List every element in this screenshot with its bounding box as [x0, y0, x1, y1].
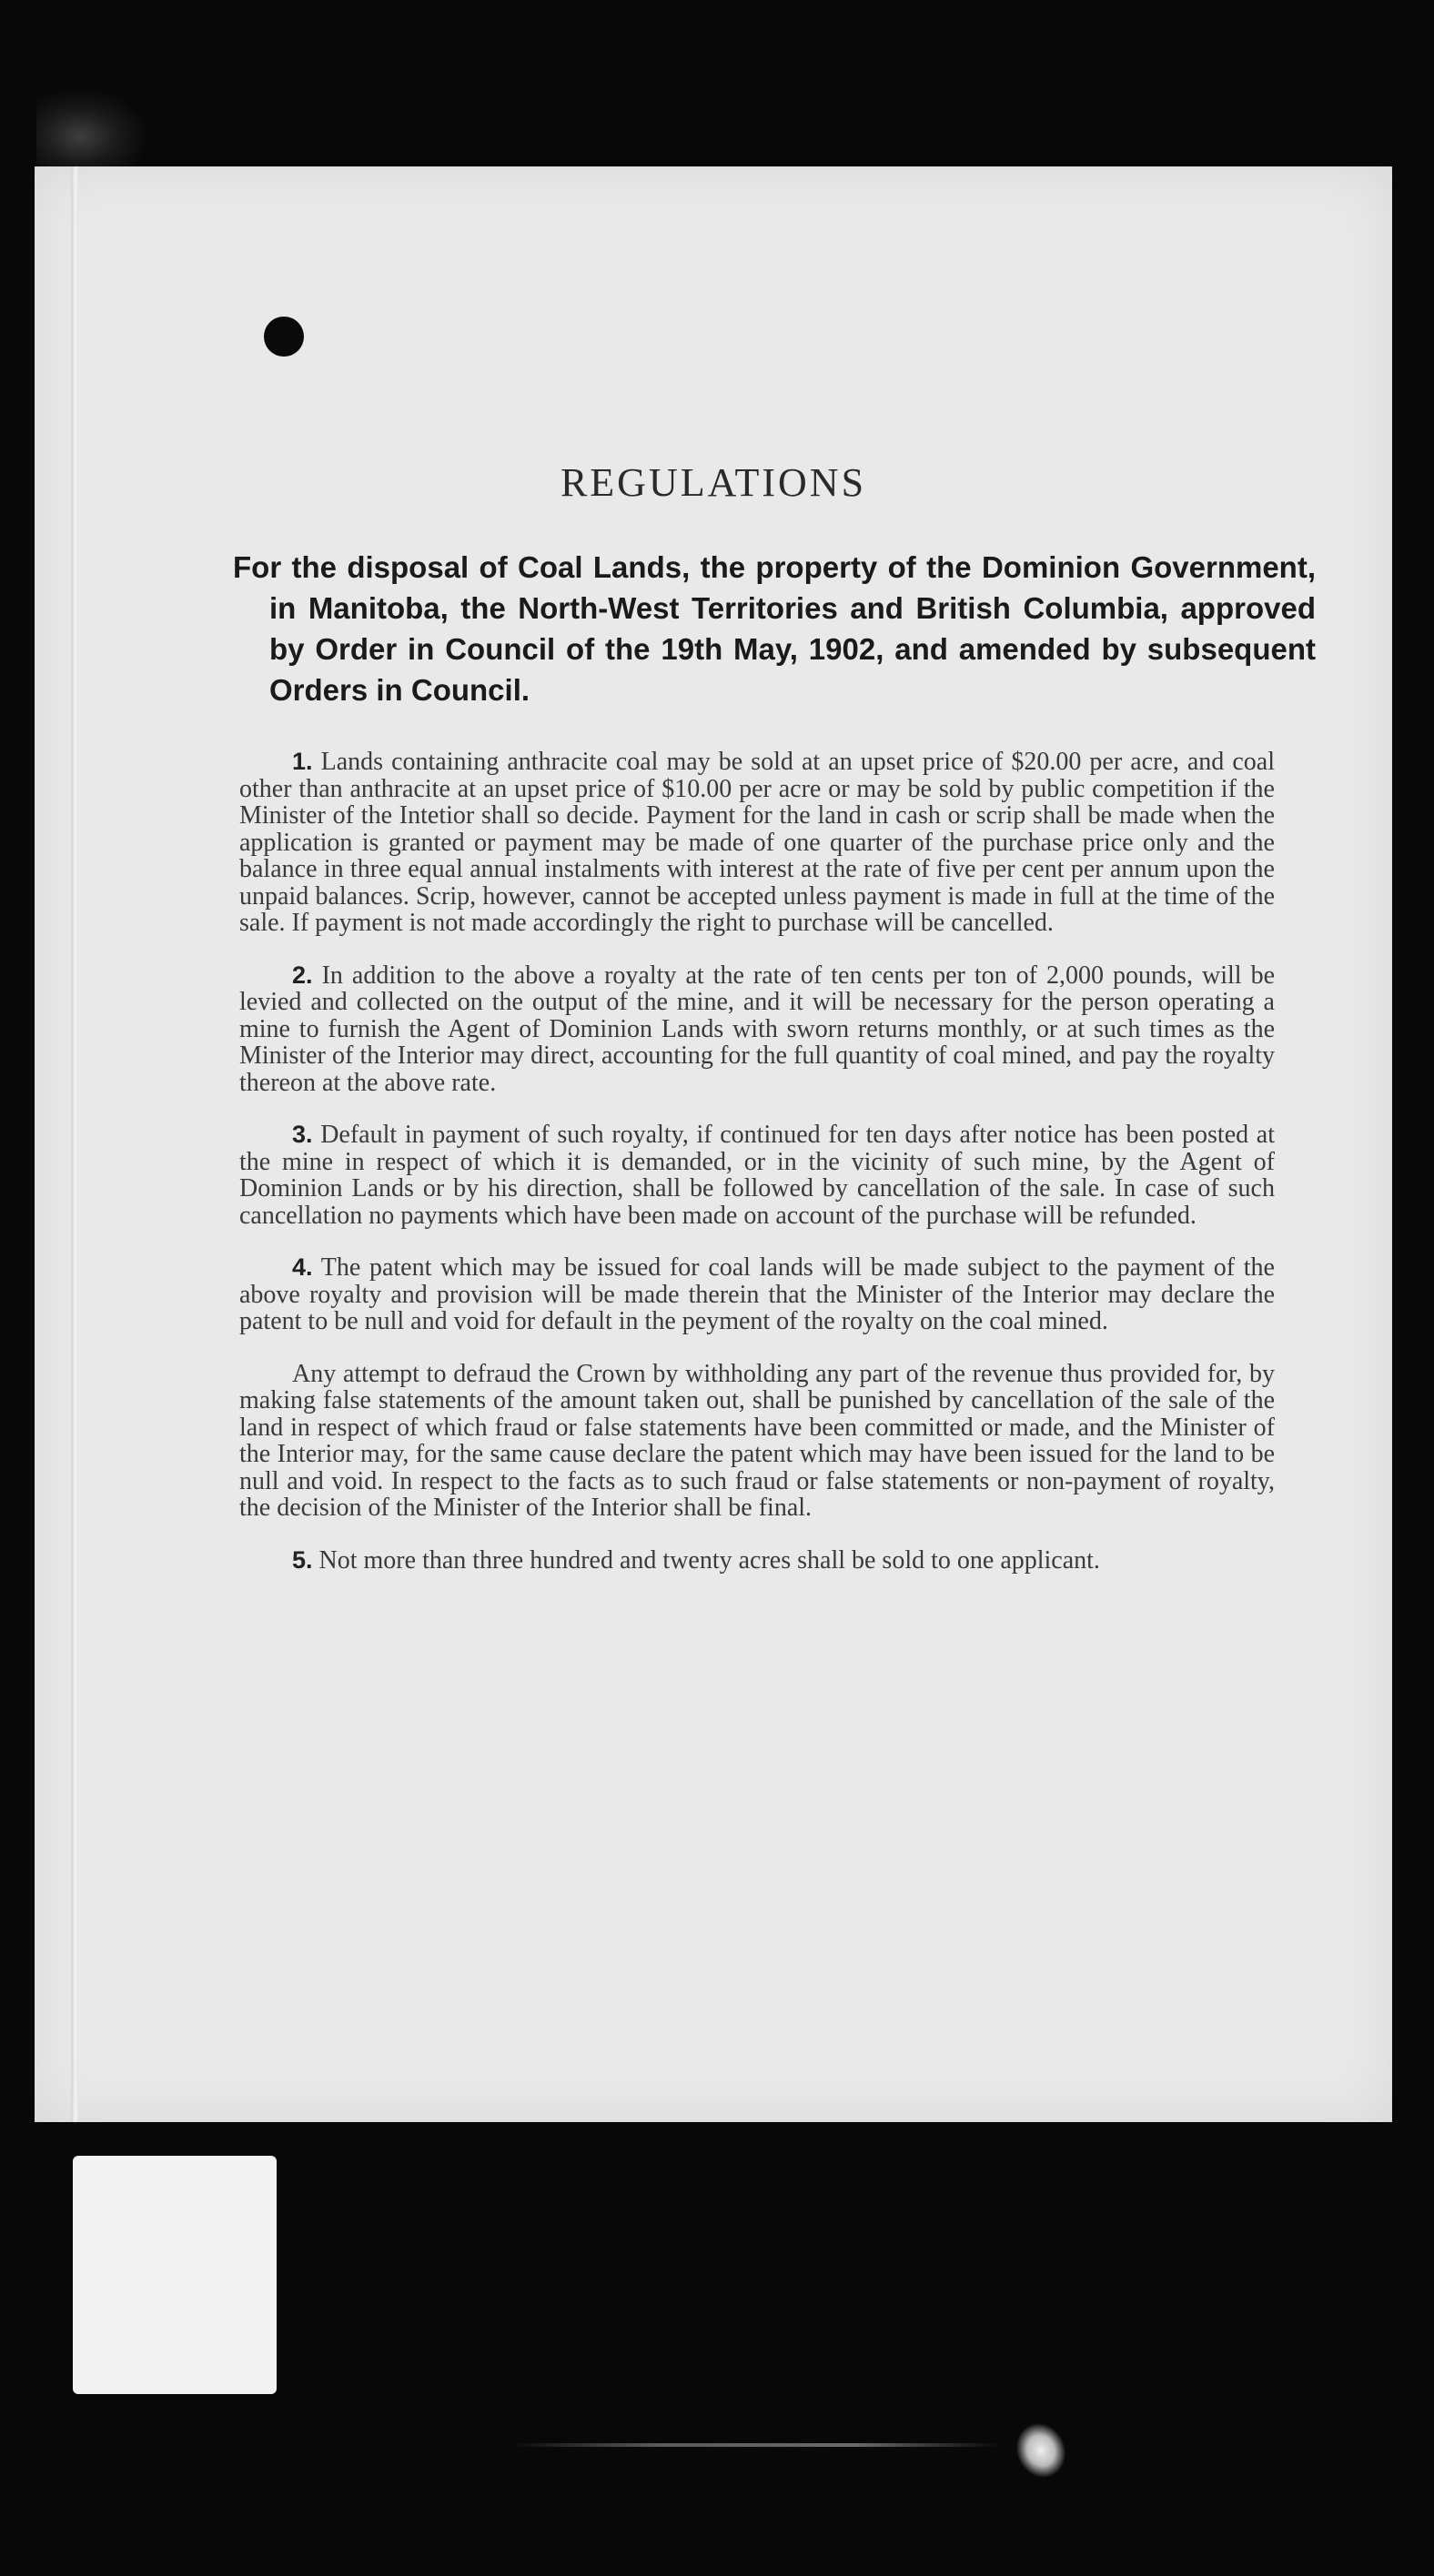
scan-artifact-line	[510, 2443, 1001, 2447]
regulation-paragraph-2	[239, 962, 1275, 1097]
paragraph-number: 1.	[292, 748, 313, 775]
regulation-paragraph-3	[239, 1122, 1275, 1229]
paragraph-text: Lands containing anthracite coal may be sold at an upset price of $20.00 per acre, and coal other than anthracite at an upset price of $10.00 per acre or may be sold by public competition if the Minister of the Intetior shall so decide. Payment for the land in cash or scrip shall be made when the application is granted or payment may be made of one quarter of the purchase price only and the balance in three equal annual instalments with interest at the rate of five per cent per annum upon the unpaid balances. Scrip, however, cannot be accepted unless payment is made in full at the time of the sale. If payment is not made accordingly the right to purchase will be cancelled.	[239, 748, 1276, 937]
paragraph-text: Default in payment of such royalty, if continued for ten days after notice has been posted at the mine in respect of which it is demanded, or in the vicinity of such mine, by the Agent of Dominion Lands or by his direction, shall be followed by cancellation of the sale. In case of such cancellation no payments which have been made on account of the purchase will be refunded.	[239, 1121, 1275, 1230]
paragraph-number: 5.	[292, 1545, 313, 1574]
paragraph-text: Any attempt to defraud the Crown by withholding any part of the revenue thus provided for, by making false statements of the amount taken out, shall be punished by cancellation of the sale of the land in respect of which fraud or false statements have been committed or made, and the Minister of the Interior may, for the same cause declare the patent which may have been issued for the land to be null and void. In respect to the facts as to such fraud or false statements or non-payment of royalty, the decision of the Minister of the Interior shall be final.	[239, 1359, 1275, 1522]
paragraph-text: In addition to the above a royalty at the rate of ten cents per ton of 2,000 pounds, will be levied and collected on the output of the mine, and it will be necessary for the person operating a mine to furnish the Agent of Dominion Lands with sworn returns monthly, or at such times as the Minister of the Interior may direct, accounting for the full quantity of coal mined, and pay the royalty thereon at the above rate.	[239, 961, 1275, 1097]
paragraph-number: 4.	[292, 1253, 313, 1281]
paragraph-text: Not more than three hundred and twenty acres shall be sold to one applicant.	[318, 1545, 1100, 1575]
regulation-paragraph-4	[239, 1254, 1275, 1335]
regulation-paragraph-5	[239, 1547, 1275, 1575]
regulation-paragraph-1	[239, 749, 1275, 937]
document-subtitle: For the disposal of Coal Lands, the property of the Dominion Government, in Manitoba, the North-West Territories and British Columbia, approved by Order in Council of the 19th May, 1902, and amended by subsequent Orders in Council.	[233, 550, 1316, 707]
paper-slip	[73, 2156, 277, 2394]
paragraph-text: The patent which may be issued for coal lands will be made subject to the payment of the above royalty and provision will be made therein that the Minister of the Interior may declare the patent to be null and void for default in the peyment of the royalty on the coal mined.	[239, 1253, 1275, 1335]
scan-artifact-speck	[1008, 2416, 1074, 2485]
regulation-paragraph-fraud	[239, 1361, 1275, 1522]
regulations-body	[239, 749, 1275, 1574]
document-heading: REGULATIONS	[560, 460, 867, 505]
document-page	[35, 166, 1392, 2122]
punch-hole	[264, 317, 304, 357]
paragraph-number: 2.	[292, 961, 313, 989]
paragraph-number: 3.	[292, 1121, 313, 1148]
